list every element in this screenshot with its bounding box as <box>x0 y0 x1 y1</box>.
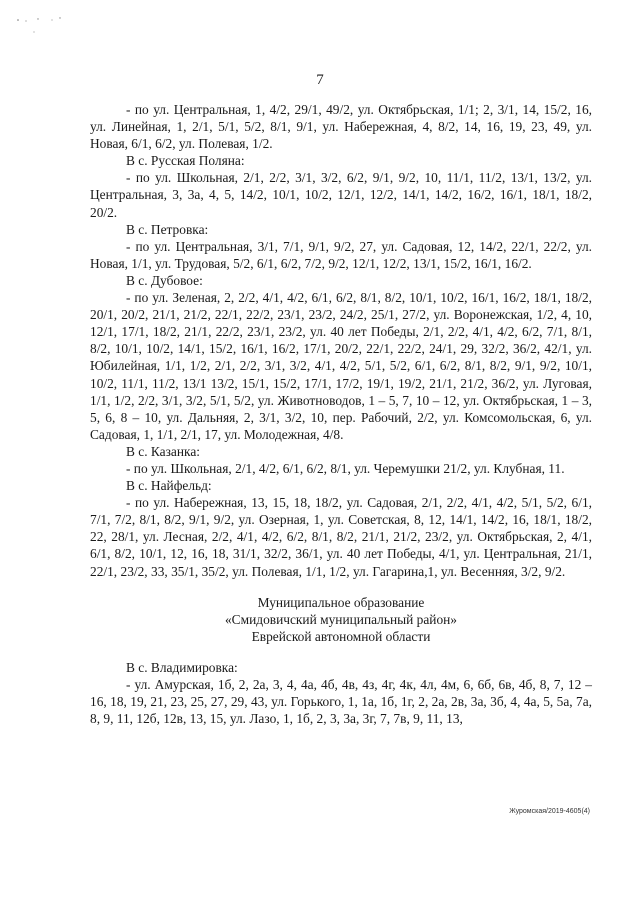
address-list-paragraph: - ул. Амурская, 1б, 2, 2а, 3, 4, 4а, 4б, 4в, 4з, 4г, 4к, 4л, 4м, 6, 6б, 6в, 4б, 8, 7, 12 – 16, 18, 19, 21, 23, 25, 27, 29, 43, ул. Горького, 1, 1а, 1б, 1г, 2, 2а, 2в, 3а, 3б, 4, 4а, 5, 5а, 7а, 8, 9, 11, 12б, 12в, 13, 15, ул. Лазо, 1, 1б, 2, 3, 3а, 3г, 7, 7в, 9, 11, 13, <box>90 677 592 727</box>
address-list-paragraph: - по ул. Центральная, 1, 4/2, 29/1, 49/2, ул. Октябрьская, 1/1; 2, 3/1, 14, 15/2, 16, ул. Линейная, 1, 2/1, 5/1, 5/2, 8/1, 9/1, ул. Набережная, 4, 8/2, 14, 16, 19, 23, 49, ул. Новая, 6/1, 6/2, ул. Полевая, 1/2. <box>90 102 592 152</box>
page-number: 7 <box>316 72 324 88</box>
municipality-heading-line: «Смидовичский муниципальный район» <box>224 611 457 627</box>
village-heading: В с. Владимировка: <box>126 659 238 675</box>
municipality-heading-line: Еврейской автономной области <box>251 628 431 644</box>
address-list-paragraph: - по ул. Школьная, 2/1, 4/2, 6/1, 6/2, 8/1, ул. Черемушки 21/2, ул. Клубная, 11. <box>126 460 565 476</box>
address-list-paragraph: - по ул. Зеленая, 2, 2/2, 4/1, 4/2, 6/1, 6/2, 8/1, 8/2, 10/1, 10/2, 16/1, 16/2, 18/1, 18/2, 20/1, 20/2, 21/1, 21/2, 22/1, 22/2, 23/1, 23/2, 24/2, 25/1, 27/2, ул. Воронежская, 1/2, 4, 10, 12/1, 17/1, 18/2, 21/1, 22/2, 23/1, 23/2, ул. 40 лет Победы, 2/1, 2/2, 4/1, 4/2, 6/2, 7/1, 8/1, 8/2, 10/1, 10/2, 14/1, 15/2, 16/1, 16/2, 17/1, 20/2, 22/1, 22/2, 24/1, 29, 32/2, 36/2, 42/1, ул. Юбилейная, 1/1, 1/2, 2/1, 2/2, 3/1, 3/2, 4/1, 4/2, 5/1, 5/2, 6/1, 6/2, 8/1, 8/2, 9/1, 9/2, 10/1, 10/2, 11/1, 11/2, 13/1 13/2, 15/1, 15/2, 17/1, 17/2, 19/1, 19/2, 21/1, 21/2, 36/2, ул. Луговая, 1/1, 1/2, 2/2, 3/1, 3/2, 5/1, 5/2, ул. Животноводов, 1 – 5, 7, 10 – 12, ул. Октябрьская, 1 – 3, 5, 6, 8 – 10, ул. Дальняя, 2, 3/1, 3/2, 10, пер. Рабочий, 2/2, ул. Комсомольская, 6, ул. Садовая, 1, 1/1, 2/1, 17, ул. Молодежная, 4/8. <box>90 290 592 442</box>
village-heading: В с. Казанка: <box>126 443 200 459</box>
address-list-paragraph: - по ул. Школьная, 2/1, 2/2, 3/1, 3/2, 6/2, 9/1, 9/2, 10, 11/1, 11/2, 13/1, 13/2, ул. Центральная, 3, 3а, 4, 5, 14/2, 10/1, 10/2, 12/1, 12/2, 14/1, 14/2, 16/2, 16/1, 18/1, 18/2, 20/2. <box>90 170 592 220</box>
scan-artifact-marks <box>12 12 72 42</box>
document-body <box>90 101 592 727</box>
municipality-heading-line: Муниципальное образование <box>257 594 425 610</box>
village-heading: В с. Русская Поляна: <box>126 153 245 169</box>
document-footer-code: Журомская/2019-4605(4) <box>509 808 590 815</box>
address-list-paragraph: - по ул. Центральная, 3/1, 7/1, 9/1, 9/2, 27, ул. Садовая, 12, 14/2, 22/1, 22/2, ул. Новая, 1/1, ул. Трудовая, 5/2, 6/1, 6/2, 7/2, 9/2, 12/1, 12/2, 13/1, 15/2, 16/1, 16/2. <box>90 238 592 271</box>
municipality-heading <box>90 594 592 645</box>
village-heading: В с. Найфельд: <box>126 478 212 494</box>
village-heading: В с. Дубовое: <box>126 272 203 288</box>
village-heading: В с. Петровка: <box>126 221 209 237</box>
address-list-paragraph: - по ул. Набережная, 13, 15, 18, 18/2, ул. Садовая, 2/1, 2/2, 4/1, 4/2, 5/1, 5/2, 6/1, 7/1, 7/2, 8/1, 8/2, 9/1, 9/2, ул. Озерная, 1, ул. Советская, 8, 12, 14/1, 14/2, 16, 18/1, 18/2, 22, 28/1, ул. Лесная, 2/2, 4/1, 4/2, 6/2, 8/1, 8/2, 21/1, 21/2, 23/2, ул. Октябрьская, 2, 4/1, 6/1, 8/2, 10/1, 12, 16, 18, 31/1, 32/2, 36/1, ул. 40 лет Победы, 4/1, ул. Центральная, 21/1, 22/1, 23/2, 33, 35/1, 35/2, ул. Полевая, 1/1, 1/2, ул. Гагарина,1, ул. Весенняя, 3/2, 9/2. <box>90 495 592 579</box>
